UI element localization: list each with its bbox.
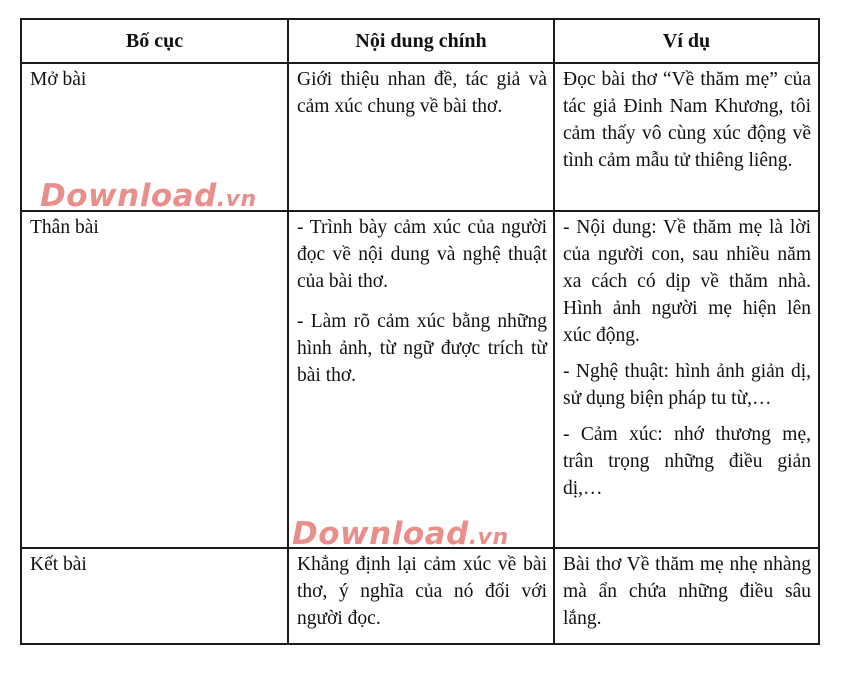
example-paragraph: - Cảm xúc: nhớ thương mẹ, trân trọng những điều giản dị,… <box>563 424 811 499</box>
example-paragraph: Bài thơ Về thăm mẹ nhẹ nhàng mà ẩn chứa những điều sâu lắng. <box>563 554 811 629</box>
watermark-logo <box>40 178 257 214</box>
content-paragraph: - Làm rõ cảm xúc bằng những hình ảnh, từ ngữ được trích từ bài thơ. <box>297 311 547 386</box>
header-noi-dung-chinh: Nội dung chính <box>355 30 487 52</box>
column-divider-1 <box>287 20 289 643</box>
example-paragraph: - Nghệ thuật: hình ảnh giản dị, sử dụng biện pháp tu từ,… <box>563 361 811 409</box>
section-mo-bai: Mở bài <box>30 69 87 90</box>
header-vi-du: Ví dụ <box>662 30 711 52</box>
example-mo-bai <box>563 66 811 183</box>
content-paragraph: - Trình bày cảm xúc của người đọc về nội dung và nghệ thuật của bài thơ. <box>297 217 547 292</box>
content-paragraph: Khẳng định lại cảm xúc về bài thơ, ý nghĩa của nó đối với người đọc. <box>297 554 547 629</box>
section-than-bai: Thân bài <box>30 217 99 238</box>
example-paragraph: Đọc bài thơ “Về thăm mẹ” của tác giả Đinh Nam Khương, tôi cảm thấy vô cùng xúc động về tình cảm mẫu tử thiêng liêng. <box>563 69 811 171</box>
watermark-text: Download <box>292 516 469 552</box>
watermark-text: Download <box>40 178 217 214</box>
example-paragraph: - Nội dung: Về thăm mẹ là lời của người con, sau nhiều năm xa cách có dịp về thăm nhà. Hình ảnh người mẹ hiện lên xúc động. <box>563 217 811 346</box>
header-bo-cuc: Bố cục <box>125 30 184 52</box>
section-ket-bai: Kết bài <box>30 554 87 575</box>
content-ket-bai <box>297 551 547 641</box>
watermark-logo <box>292 516 509 552</box>
watermark-suffix: .vn <box>468 525 509 550</box>
content-mo-bai <box>297 66 547 129</box>
watermark-suffix: .vn <box>216 187 257 212</box>
content-than-bai <box>297 214 547 398</box>
example-than-bai <box>563 214 811 511</box>
content-paragraph: Giới thiệu nhan đề, tác giả và cảm xúc chung về bài thơ. <box>297 69 547 117</box>
example-ket-bai <box>563 551 811 641</box>
column-divider-2 <box>553 20 555 643</box>
